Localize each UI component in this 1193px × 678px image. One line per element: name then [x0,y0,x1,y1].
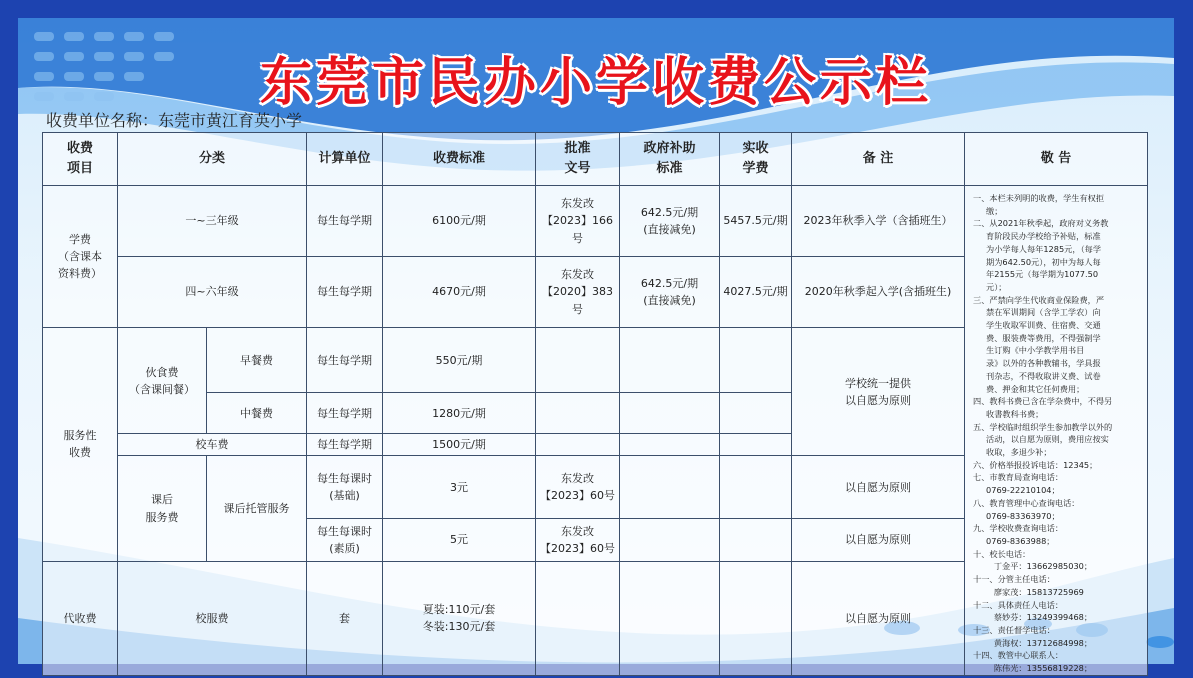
notice-line: 0769-8363988； [973,535,1055,546]
header-row [43,133,1148,186]
standard-cell: 1500元/期 [383,434,536,456]
actual-cell [720,518,792,561]
notice-line: 黄海权：13712684998； [973,637,1093,648]
unit-cell: 每生每课时 (素质) [307,518,383,561]
notice-line: 生订购《中小学教学用书目 [973,345,1085,356]
unit-cell: 每生每学期 [307,257,383,328]
remark-cell: 2023年秋季入学（含插班生） [792,186,965,257]
notice-line: 三、严禁向学生代收商业保险费，严 [973,294,1105,305]
notice-line: 五、学校临时组织学生参加教学以外的 [973,421,1113,432]
unit-cell: 每生每学期 [307,393,383,434]
subsidy-cell [620,393,720,434]
standard-cell: 夏装:110元/套 冬装:130元/套 [383,561,536,675]
table-row [43,186,1148,257]
item-service: 服务性 收费 [43,328,118,562]
notice-line: 0769-83363970； [973,510,1060,521]
notice-line: 六、价格举报投诉电话：12345； [973,459,1098,470]
category-cell: 一~三年级 [118,186,307,257]
header-approval: 批准 文号 [536,133,620,186]
header-actual: 实收 学费 [720,133,792,186]
standard-cell: 4670元/期 [383,257,536,328]
subsidy-cell [620,434,720,456]
notice-line: 刊杂志，不得收取讲义费、试卷 [973,370,1101,381]
notice-line: 蔡妙芬：13249399468； [973,612,1093,623]
subsidy-cell: 642.5元/期 (直接减免) [620,186,720,257]
notice-line: 活动，以自愿为原则，费用应按实 [973,434,1109,445]
notice-line: 一、本栏未列明的收费，学生有权拒 [973,193,1105,203]
subsidy-cell [620,456,720,518]
standard-cell: 1280元/期 [383,393,536,434]
header-standard: 收费标准 [383,133,536,186]
remark-cell: 学校统一提供 以自愿为原则 [792,328,965,456]
actual-cell [720,456,792,518]
notice-line: 廖家茂：15813725969 [973,586,1084,597]
notice-line: 录》以外的各种教辅书，学具报 [973,358,1101,369]
notice-line: 收取，多退少补； [973,447,1052,458]
notice-line: 四、教科书费已含在学杂费中，不得另 [973,396,1113,407]
notice-line: 期为642.50元），初中为每人每 [973,256,1101,267]
fee-unit-name: 收费单位名称：东莞市黄江育英小学 [46,111,303,130]
item-tuition: 学费 （含课本 资料费） [43,186,118,328]
approval-cell: 东发改 【2023】60号 [536,456,620,518]
notice-line: 为小学每人每年1285元，（每学 [973,243,1102,254]
subsidy-cell [620,328,720,393]
notice-line: 二、从2021年秋季起，政府对义务教 [973,218,1109,229]
subsidy-cell [620,561,720,675]
unit-cell: 每生每课时 (基础) [307,456,383,518]
approval-cell: 东发改 【2020】383号 [536,257,620,328]
header-notice: 敬 告 [965,133,1148,186]
category-cell: 四~六年级 [118,257,307,328]
approval-cell [536,328,620,393]
header-subsidy: 政府补助 标准 [620,133,720,186]
category-cell: 校车费 [118,434,307,456]
notice-line: 费、服装费等费用，不得强制学 [973,332,1101,343]
notice-line: 八、教育管理中心查询电话： [973,497,1080,508]
after-sub: 课后托管服务 [207,456,307,561]
standard-cell: 550元/期 [383,328,536,393]
approval-cell: 东发改 【2023】60号 [536,518,620,561]
meal-group: 伙食费 （含课间餐） [118,328,207,434]
notice-line: 十二、具体责任人电话： [973,599,1064,610]
actual-cell [720,328,792,393]
approval-cell [536,434,620,456]
notice-line: 丁金平：13662985030； [973,561,1093,572]
notice-line: 七、市教育局查询电话： [973,472,1064,483]
header-item: 收费 项目 [43,133,118,186]
header-remark: 备 注 [792,133,965,186]
actual-cell: 4027.5元/期 [720,257,792,328]
actual-cell [720,561,792,675]
approval-cell [536,561,620,675]
actual-cell [720,434,792,456]
notice-line: 育阶段民办学校给予补贴，标准 [973,231,1101,242]
notice-line: 十三、责任督学电话： [973,624,1055,635]
approval-cell [536,393,620,434]
notice-board [18,18,1174,674]
standard-cell: 3元 [383,456,536,518]
after-group: 课后 服务费 [118,456,207,561]
unit-cell: 每生每学期 [307,186,383,257]
subsidy-cell: 642.5元/期 (直接减免) [620,257,720,328]
remark-cell: 以自愿为原则 [792,561,965,675]
notice-line: 禁在军训期间（含学工学农）向 [973,307,1101,318]
notice-line: 十一、分管主任电话： [973,574,1055,585]
approval-cell: 东发改 【2023】166号 [536,186,620,257]
notice-line: 陈伟光：13556819228； [973,663,1093,674]
actual-cell: 5457.5元/期 [720,186,792,257]
notice-line: 九、学校收费查询电话： [973,523,1064,534]
header-category: 分类 [118,133,307,186]
category-cell: 中餐费 [207,393,307,434]
notice-line: 学生收取军训费、住宿费、交通 [973,320,1101,331]
notice-line: 十四、教管中心联系人： [973,650,1064,661]
category-cell: 早餐费 [207,328,307,393]
unit-cell: 套 [307,561,383,675]
notice-list [965,186,1148,676]
notice-line: 收書教科书费； [973,408,1044,419]
notice-line: 元）； [973,281,1007,292]
remark-cell: 2020年秋季起入学(含插班生) [792,257,965,328]
page-title: 东莞市民办小学收费公示栏 [259,53,932,113]
unit-cell: 每生每学期 [307,434,383,456]
header-calc-unit: 计算单位 [307,133,383,186]
item-collection: 代收费 [43,561,118,675]
category-cell: 校服费 [118,561,307,675]
standard-cell: 5元 [383,518,536,561]
notice-line: 年2155元（每学期为1077.50 [973,269,1099,280]
notice-line: 缴； [973,205,1003,216]
unit-cell: 每生每学期 [307,328,383,393]
standard-cell: 6100元/期 [383,186,536,257]
notice-line: 0769-22210104； [973,485,1060,496]
remark-cell: 以自愿为原则 [792,518,965,561]
notice-line: 费、押金和其它任何费用； [973,383,1085,394]
subsidy-cell [620,518,720,561]
notice-line: 十、校长电话： [973,548,1031,559]
remark-cell: 以自愿为原则 [792,456,965,518]
fee-table [42,132,1148,676]
actual-cell [720,393,792,434]
